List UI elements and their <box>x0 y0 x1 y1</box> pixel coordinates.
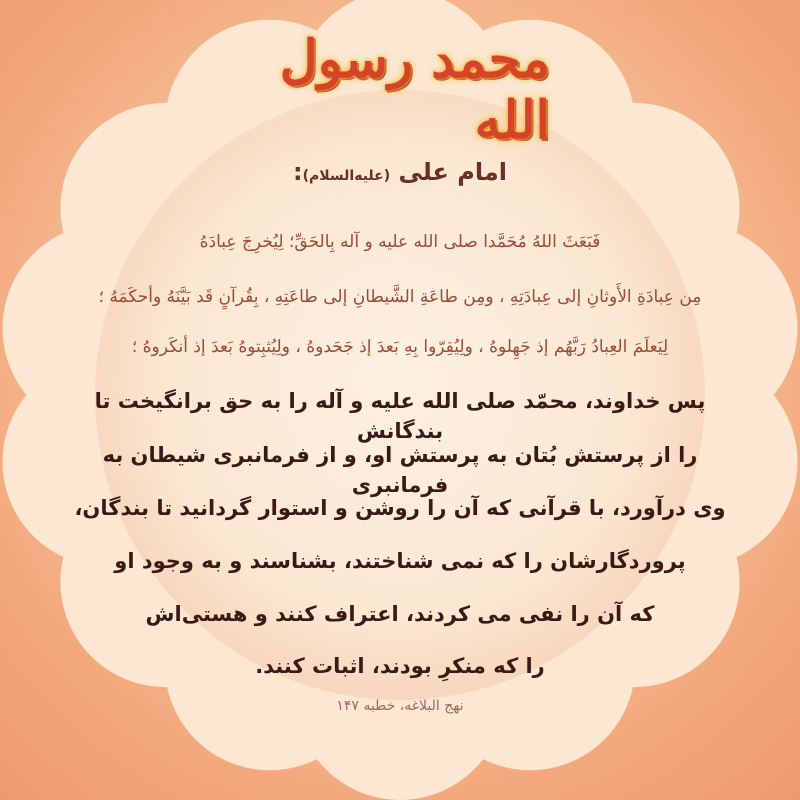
heading-colon: : <box>293 158 303 186</box>
arabic-line-1: فَبَعَثَ اللهُ مُحَمَّدا صلی الله علیه و آله بِالحَقِّ؛ لِیُخرِجَ عِبادَهُ <box>199 232 601 252</box>
persian-line-1: پس خداوند، محمّد صلی الله علیه و آله را به حق برانگیخت تا بندگانش <box>94 389 706 443</box>
persian-line-4: پروردگارشان را که نمی شناختند، بشناسند و به وجود او <box>114 549 686 573</box>
speaker-heading <box>220 158 580 198</box>
persian-line-5: که آن را نفی می کردند، اعتراف کنند و هستی‌اش <box>145 602 655 626</box>
speaker-name: امام علی <box>398 158 507 186</box>
arabic-line-3: لِیَعلَمَ العِبادُ رَبَّهُم إذ جَهِلوهُ ، ولِیُقِرّوا بِهِ بَعدَ إذ جَحَدوهُ ، ولِیُثبِتوهُ بَعدَ إذ أنكَروهُ ؛ <box>131 337 669 357</box>
arabic-line-2: مِن عِبادَةِ الأَوثانِ إلی عِبادَتِهِ ، ومِن طاعَةِ الشَّیطانِ إلی طاعَتِهِ ، بِقُرآنٍ قَد بَیَّنَهُ وأحكَمَهُ ؛ <box>98 287 702 307</box>
speaker-honorific: (علیه‌السلام) <box>302 168 391 184</box>
persian-line-2: را از پرستش بُتان به پرستش او، و از فرمانبری شیطان به فرمانبری <box>102 443 698 497</box>
calligraphy-title: محمد رسول الله <box>279 29 550 151</box>
persian-line-6: را که منکرِ بودند، اثبات کنند. <box>255 654 545 678</box>
persian-line-3: وی درآورد، با قرآنی که آن را روشن و استوار گردانید تا بندگان، <box>74 496 726 520</box>
source-citation: نهج البلاغه، خطبه ۱۴۷ <box>336 698 464 714</box>
